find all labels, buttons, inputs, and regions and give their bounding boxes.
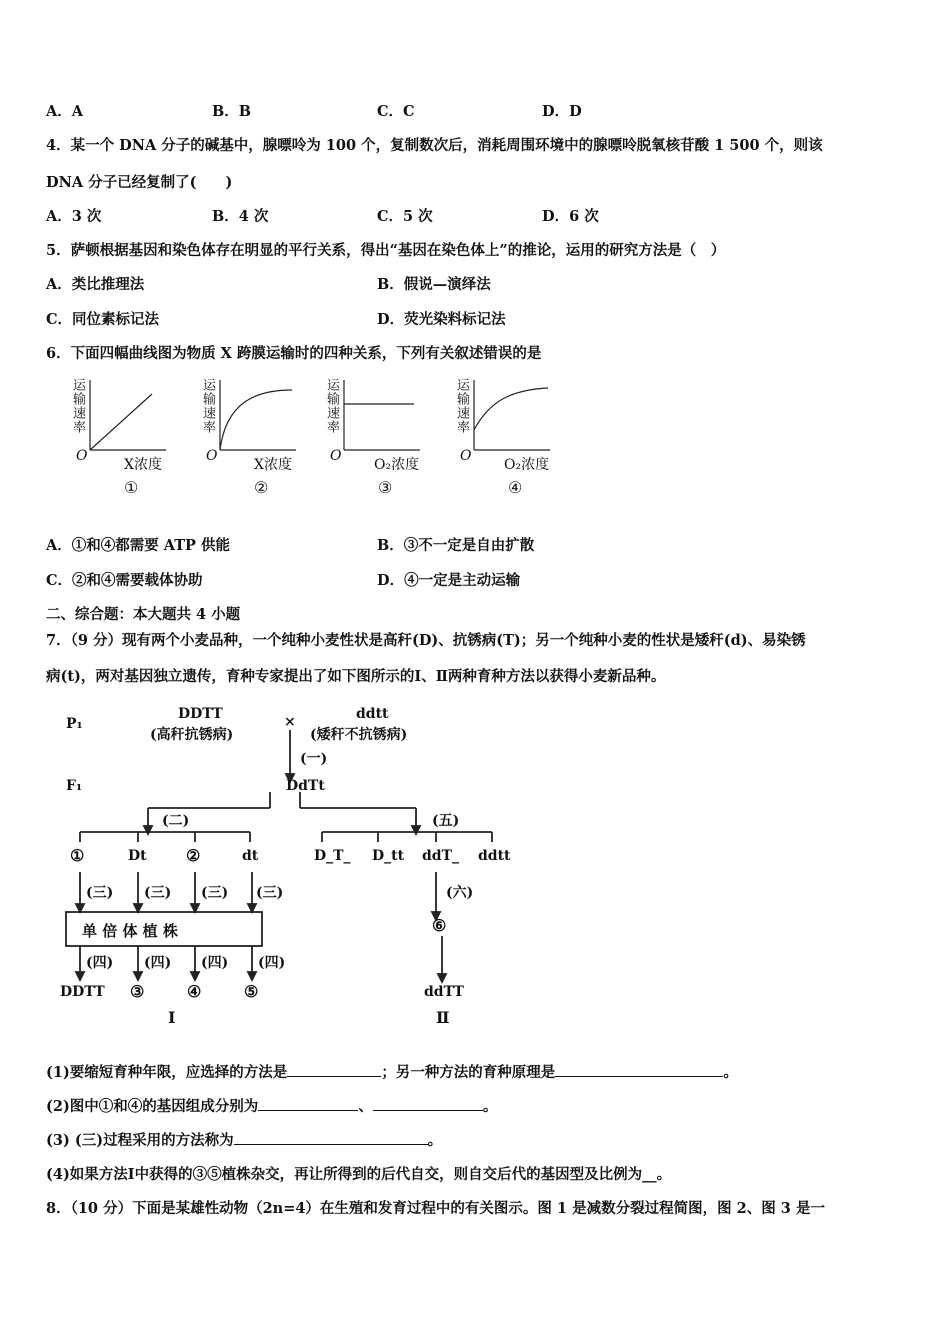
- step-4-label-3: (四): [201, 955, 229, 971]
- gamete-1: ①: [70, 846, 85, 865]
- graph-3-origin: O: [330, 448, 342, 464]
- graph-4-origin: O: [460, 448, 472, 464]
- step-1-label: (一): [300, 751, 328, 767]
- q3-option-b: B．B: [212, 103, 252, 120]
- q7-sub1-part3: 。: [723, 1064, 738, 1081]
- q7-sub1-blank2[interactable]: [555, 1076, 723, 1077]
- section-2-heading: 二、综合题：本大题共 4 小题: [46, 606, 241, 623]
- result-6: ⑥: [432, 916, 447, 935]
- q7-sub3-blank1[interactable]: [234, 1144, 428, 1145]
- q7-sub3-part1: (3) (三)过程采用的方法称为: [46, 1132, 234, 1149]
- step-4-label-1: (四): [86, 955, 114, 971]
- result-ddtt-upper: DDTT: [60, 984, 105, 1000]
- f2-1: D_T_: [314, 848, 351, 864]
- q7-stem-line1: 7．（9 分）现有两个小麦品种，一个纯种小麦性状是高秆(D)、抗锈病(T)；另一个纯种小麦的性状是矮秆(d)、易染锈: [46, 632, 806, 649]
- graph-2: [196, 372, 326, 502]
- q7-sub2-blank2[interactable]: [373, 1110, 483, 1111]
- q5-option-c: C．同位素标记法: [46, 311, 160, 328]
- q7-sub1-blank1[interactable]: [287, 1076, 381, 1077]
- graph-1-ylabel: 运输速率: [70, 378, 85, 434]
- graph-3: [320, 372, 450, 502]
- q6-option-b: B．③不一定是自由扩散: [377, 537, 535, 554]
- q6-option-d: D．④一定是主动运输: [377, 572, 521, 589]
- result-4: ④: [187, 982, 202, 1001]
- q7-sub2-part1: (2)图中①和④的基因组成分别为: [46, 1098, 259, 1115]
- q7-sub3-part2: 。: [427, 1132, 443, 1149]
- f2-3: ddT_: [422, 848, 459, 864]
- step-3-label-2: (三): [144, 885, 172, 901]
- q7-sub4: (4)如果方法Ⅰ中获得的③⑤植株杂交，再让所得到的后代自交，则自交后代的基因型及比例为__。: [46, 1166, 672, 1183]
- q6-option-c: C．②和④需要载体协助: [46, 572, 203, 589]
- q5-option-d: D．荧光染料标记法: [377, 311, 506, 328]
- q4-stem-line2: DNA 分子已经复制了( ): [46, 174, 233, 191]
- q4-option-d: D．6 次: [542, 208, 599, 225]
- graph-1-number: ①: [124, 478, 139, 497]
- step-5-label: (五): [432, 813, 460, 829]
- step-6-label: (六): [446, 885, 474, 901]
- graph-1-xlabel: X浓度: [124, 457, 162, 473]
- step-3-label-4: (三): [256, 885, 284, 901]
- graph-2-origin: O: [206, 448, 218, 464]
- q3-option-c: C．C: [377, 103, 415, 120]
- q5-option-b: B．假说—演绎法: [377, 276, 491, 293]
- parent2-trait: (矮秆不抗锈病): [310, 727, 408, 743]
- step-4-label-2: (四): [144, 955, 172, 971]
- q7-sub1: [46, 1063, 738, 1083]
- q3-option-a: A．A: [46, 103, 84, 120]
- parent1-genotype: DDTT: [178, 706, 223, 722]
- q4-stem-line1: 4．某一个 DNA 分子的碱基中，腺嘌呤为 100 个，复制数次后，消耗周围环境中的腺嘌呤脱氧核苷酸 1 500 个，则该: [46, 137, 823, 154]
- cross-symbol: ×: [284, 714, 296, 730]
- graph-2-number: ②: [254, 478, 269, 497]
- q6-option-a: A．①和④都需要 ATP 供能: [46, 537, 230, 554]
- graph-3-number: ③: [378, 478, 393, 497]
- step-3-label-1: (三): [86, 885, 114, 901]
- q8-stem: 8．（10 分）下面是某雄性动物（2n=4）在生殖和发育过程中的有关图示。图 1 是减数分裂过程简图，图 2、图 3 是一: [46, 1200, 825, 1217]
- q7-sub3: [46, 1131, 442, 1151]
- graph-4-xlabel: O₂浓度: [504, 457, 550, 473]
- q7-sub2-part2: 、: [358, 1098, 373, 1115]
- method-2-label: Ⅱ: [436, 1008, 450, 1027]
- q5-option-a: A．类比推理法: [46, 276, 145, 293]
- graph-4: [450, 372, 580, 502]
- method-1-label: Ⅰ: [168, 1008, 176, 1027]
- graph-4-ylabel: 运输速率: [454, 378, 469, 434]
- graph-1-origin: O: [76, 448, 88, 464]
- breeding-diagram: [60, 700, 540, 1040]
- result-ddtt-method2: ddTT: [424, 984, 464, 1000]
- q4-option-c: C．5 次: [377, 208, 433, 225]
- f2-4: ddtt: [478, 848, 511, 864]
- graph-4-number: ④: [508, 478, 523, 497]
- q7-sub1-part1: (1)要缩短育种年限，应选择的方法是: [46, 1064, 288, 1081]
- q7-sub2-part3: 。: [482, 1098, 498, 1115]
- q7-sub1-part2: ；另一种方法的育种原理是: [381, 1064, 556, 1081]
- step-4-label-4: (四): [258, 955, 286, 971]
- f2-2: D_tt: [372, 848, 405, 864]
- f1-label: F₁: [66, 778, 83, 794]
- q7-sub2: [46, 1097, 497, 1117]
- graph-2-curve: [220, 390, 292, 450]
- graph-2-ylabel: 运输速率: [200, 378, 215, 434]
- q7-stem-line2: 病(t)，两对基因独立遗传，育种专家提出了如下图所示的Ⅰ、Ⅱ两种育种方法以获得小麦新品种。: [46, 668, 666, 685]
- f1-genotype: DdTt: [286, 778, 325, 794]
- step-3-label-3: (三): [201, 885, 229, 901]
- result-5: ⑤: [244, 982, 259, 1001]
- q4-option-a: A．3 次: [46, 208, 102, 225]
- graph-4-curve: [474, 388, 548, 430]
- graph-3-xlabel: O₂浓度: [374, 457, 420, 473]
- gamete-3: ②: [186, 846, 201, 865]
- graph-1: [66, 372, 196, 502]
- haploid-plant-box: 单 倍 体 植 株: [82, 922, 178, 940]
- result-3: ③: [130, 982, 145, 1001]
- q3-option-d: D．D: [542, 103, 582, 120]
- q5-stem: 5．萨顿根据基因和染色体存在明显的平行关系，得出“基因在染色体上”的推论，运用的研究方法是（ ）: [46, 242, 726, 259]
- gamete-4: dt: [242, 848, 259, 864]
- p1-label: P₁: [66, 716, 83, 732]
- step-2-label: (二): [162, 813, 190, 829]
- q7-sub2-blank1[interactable]: [258, 1110, 358, 1111]
- graph-2-xlabel: X浓度: [254, 457, 292, 473]
- q4-option-b: B．4 次: [212, 208, 269, 225]
- q6-stem: 6．下面四幅曲线图为物质 X 跨膜运输时的四种关系，下列有关叙述错误的是: [46, 345, 542, 362]
- graph-1-curve: [90, 394, 152, 450]
- parent1-trait: (高秆抗锈病): [150, 727, 234, 743]
- graph-3-ylabel: 运输速率: [324, 378, 339, 434]
- gamete-2: Dt: [128, 848, 147, 864]
- parent2-genotype: ddtt: [356, 706, 389, 722]
